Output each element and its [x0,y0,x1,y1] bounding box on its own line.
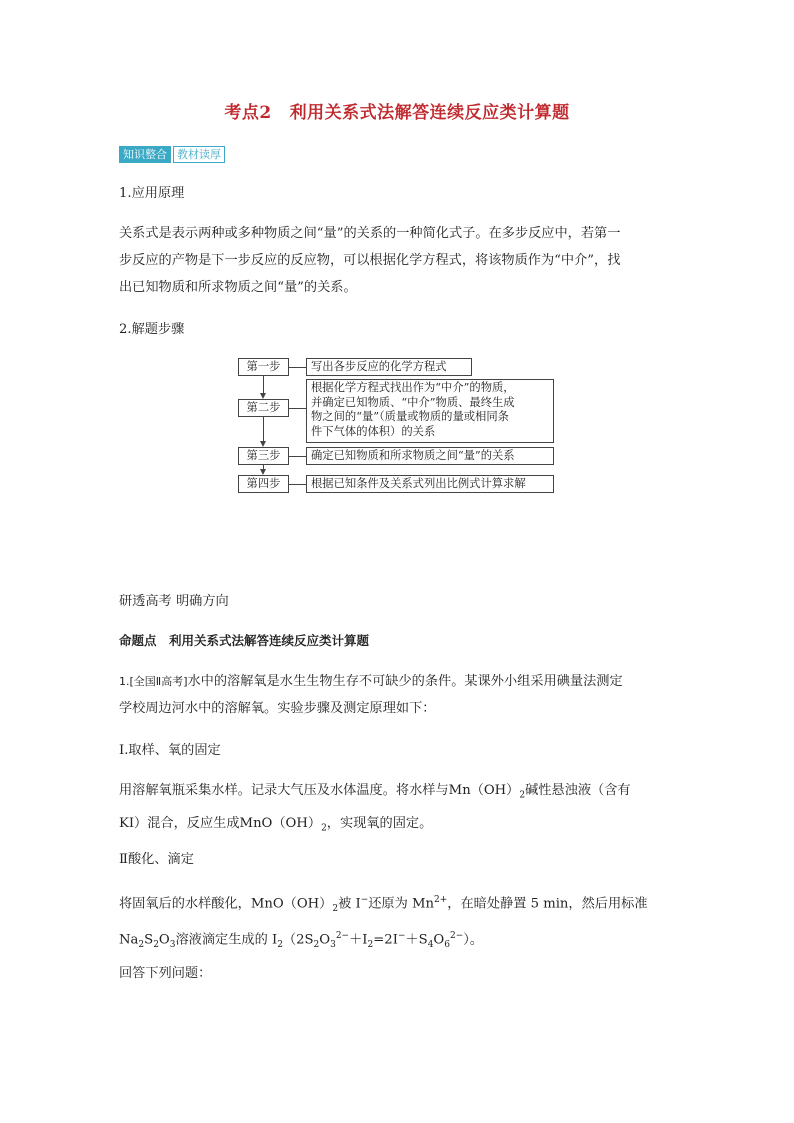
answer-prompt: 回答下列问题： [119,966,212,981]
sub1-heading: Ⅰ.取样、氧的固定 [119,743,221,758]
question-line: 学校周边河水中的溶解氧。实验步骤及测定原理如下： [119,701,436,716]
solution-flowchart [238,358,558,498]
tag-textbook: 教材读厚 [173,146,225,163]
flow-desc-4: 根据已知条件及关系式列出比例式计算求解 [306,475,554,493]
title-number: 考点2 [224,103,272,123]
flow-step-3: 第三步 [238,447,289,465]
flow-desc-line: 件下气体的体积）的关系 [311,424,436,438]
flow-desc-3: 确定已知物质和所求物质之间“量”的关系 [306,447,554,465]
para-line: 步反应的产物是下一步反应的反应物，可以根据化学方程式，将该物质作为“中介”，找 [119,253,621,268]
para-line: 用溶解氧瓶采集水样。记录大气压及水体温度。将水样与$Mn(OH)_2$碱性悬浊液（含有 [119,783,631,801]
section1-heading: 1.应用原理 [119,186,185,201]
flow-step-2: 第二步 [238,399,289,417]
connector-line [289,456,306,457]
section3-subheading: 命题点 利用关系式法解答连续反应类计算题 [119,633,370,648]
para-line: 出已知物质和所求物质之间“量”的关系。 [119,280,357,295]
question-source: 1.[全国Ⅱ高考] [119,675,188,688]
flow-desc-line: 并确定已知物质、“中介”物质、最终生成 [311,395,515,409]
para-line: 将固氧后的水样酸化，$MnO(OH)_2$被 I−还原为 $Mn^{2+}$，在暗处静置 5 min，然后用标准 [119,895,648,915]
flow-step-1: 第一步 [238,358,289,376]
page-title [0,98,794,123]
question-paragraph [119,668,675,722]
arrow-down-icon [260,393,266,399]
para-line: 关系式是表示两种或多种物质之间“量”的关系的一种简化式子。在多步反应中，若第一 [119,226,621,241]
sub2-paragraph [119,887,675,959]
sub1-paragraph [119,777,675,842]
flow-arrow-line [263,417,264,441]
para-line: $Na_2S_2O_3$溶液滴定生成的 $I_2(2S_2O_3^{2-}+I_2=2I^-+S_4O_6^{2-})$。 [119,931,484,951]
flow-step-4: 第四步 [238,475,289,493]
question-line: 1.[全国Ⅱ高考]水中的溶解氧是水生生物生存不可缺少的条件。某课外小组采用碘量法测定 [119,674,623,689]
para-line: KI）混合，反应生成$MnO(OH)_2$，实现氧的固定。 [119,815,433,834]
flow-desc-line: 根据化学方程式找出作为“中介”的物质， [311,381,515,394]
flow-desc-2 [306,379,554,443]
flow-desc-1: 写出各步反应的化学方程式 [306,358,472,376]
flow-arrow-line [263,376,264,393]
section1-paragraph [119,220,675,301]
connector-line [289,367,306,368]
connector-line [289,408,306,409]
section3-heading: 研透高考 明确方向 [119,594,229,609]
sub2-heading: Ⅱ酸化、滴定 [119,852,194,867]
connector-line [289,484,306,485]
tag-knowledge: 知识整合 [119,146,171,163]
section2-heading: 2.解题步骤 [119,322,185,337]
arrow-down-icon [260,469,266,475]
section-tags [119,146,225,163]
title-text: 利用关系式法解答连续反应类计算题 [289,103,570,123]
arrow-down-icon [260,441,266,447]
flow-desc-line: 物之间的“量”（质量或物质的量或相同条 [311,410,509,423]
